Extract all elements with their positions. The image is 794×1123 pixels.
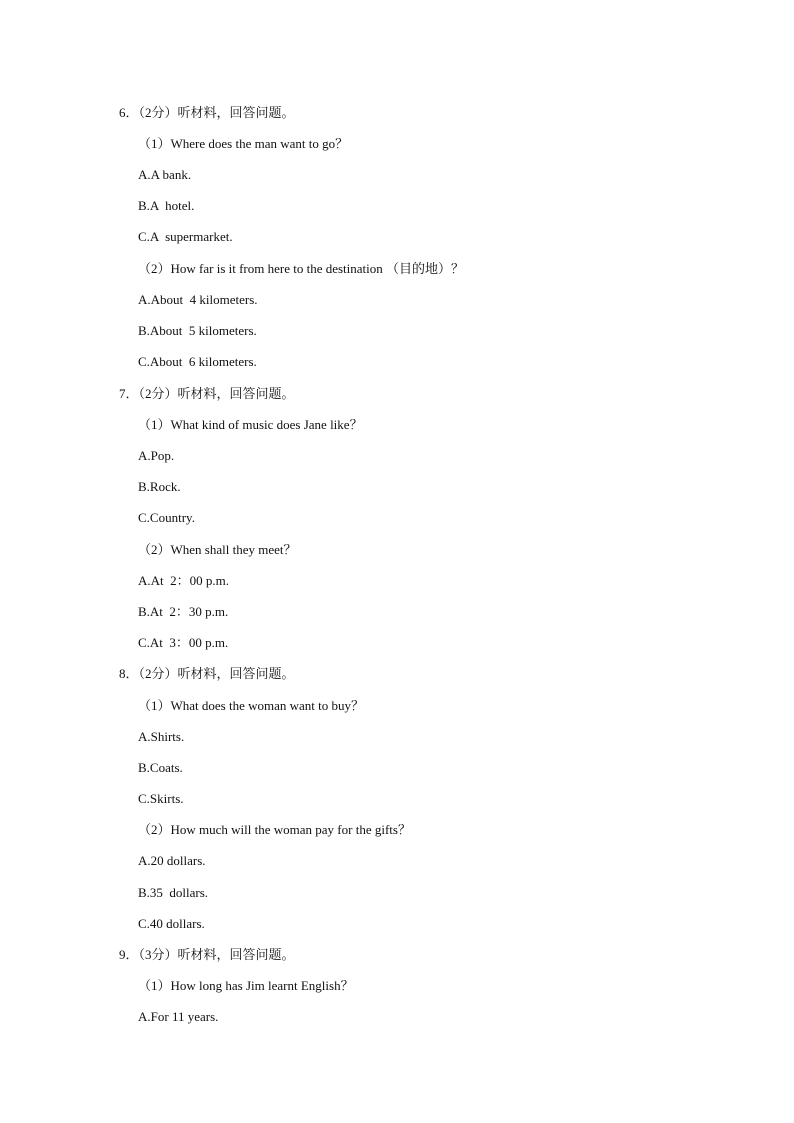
question-7-part-2-option-c: C.At 3：00 p.m. — [138, 635, 229, 650]
question-7-part-2-stem: （2）When shall they meet？ — [138, 542, 297, 557]
question-6-part-2-option-b: B.About 5 kilometers. — [138, 323, 257, 338]
question-8-part-1-option-c: C.Skirts. — [138, 791, 184, 806]
question-6-part-1-stem: （1）Where does the man want to go？ — [138, 136, 349, 151]
question-6-part-2-stem: （2）How far is it from here to the destination （目的地）？ — [138, 261, 465, 276]
question-8-part-1-option-a: A.Shirts. — [138, 729, 185, 744]
question-6-header: 6．（2分）听材料，回答问题。 — [119, 105, 295, 120]
question-8-part-2-stem: （2）How much will the woman pay for the gifts？ — [138, 822, 411, 837]
question-7-part-1-option-a: A.Pop. — [138, 448, 175, 463]
question-9-part-1-option-a: A.For 11 years. — [138, 1009, 219, 1024]
question-6-part-1-option-c: C.A supermarket. — [138, 229, 233, 244]
question-8-part-2-option-b: B.35 dollars. — [138, 885, 209, 900]
question-7-part-2-option-a: A.At 2：00 p.m. — [138, 573, 230, 588]
question-8-part-2-option-c: C.40 dollars. — [138, 916, 205, 931]
question-6-part-1-option-b: B.A hotel. — [138, 198, 195, 213]
question-7-part-1-option-c: C.Country. — [138, 510, 195, 525]
question-8-header: 8．（2分）听材料，回答问题。 — [119, 666, 295, 681]
question-6-part-1-option-a: A.A bank. — [138, 167, 192, 182]
question-8-part-1-option-b: B.Coats. — [138, 760, 183, 775]
question-7-part-2-option-b: B.At 2：30 p.m. — [138, 604, 229, 619]
question-6-part-2-option-a: A.About 4 kilometers. — [138, 292, 258, 307]
question-9-header: 9．（3分）听材料，回答问题。 — [119, 947, 295, 962]
question-8-part-1-stem: （1）What does the woman want to buy？ — [138, 698, 365, 713]
question-7-header: 7．（2分）听材料，回答问题。 — [119, 386, 295, 401]
question-9-part-1-stem: （1）How long has Jim learnt English？ — [138, 978, 354, 993]
question-8-part-2-option-a: A.20 dollars. — [138, 853, 206, 868]
question-7-part-1-option-b: B.Rock. — [138, 479, 181, 494]
question-7-part-1-stem: （1）What kind of music does Jane like？ — [138, 417, 363, 432]
question-6-part-2-option-c: C.About 6 kilometers. — [138, 354, 257, 369]
